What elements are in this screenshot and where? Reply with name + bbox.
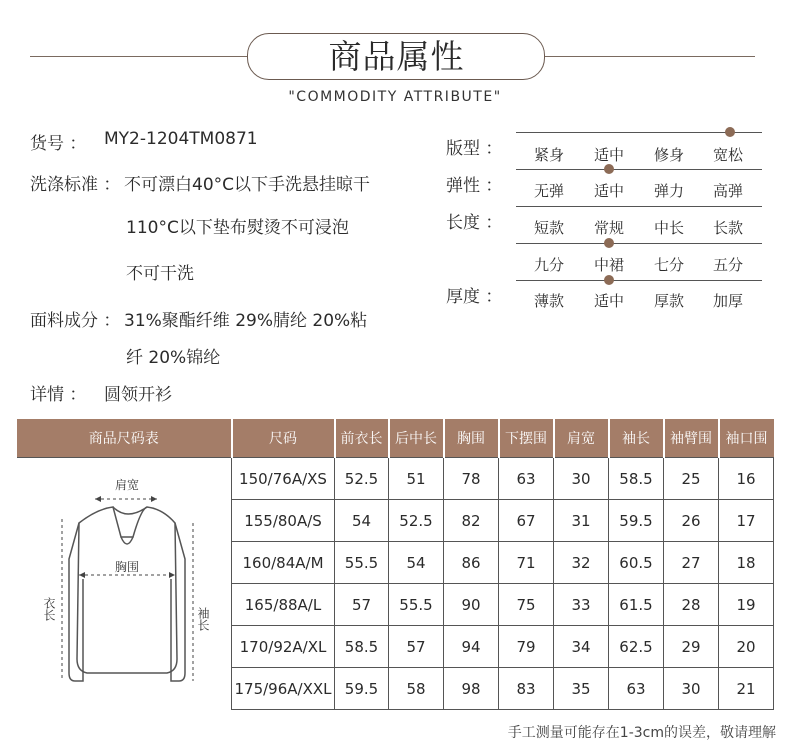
col-header-size: 尺码 <box>232 419 335 458</box>
length-option-6: 中裙 <box>593 256 624 274</box>
cell-chest: 78 <box>444 458 499 500</box>
page-subtitle: "COMMODITY ATTRIBUTE" <box>288 89 502 105</box>
cell-arm-width: 28 <box>664 584 719 626</box>
cell-sleeve-length: 62.5 <box>609 626 664 668</box>
elastic-scale-line <box>516 169 762 170</box>
cell-front-length: 55.5 <box>335 542 389 584</box>
fit-label: 版型 ： <box>446 139 503 159</box>
cell-size: 165/88A/L <box>232 584 335 626</box>
length-selected-dot <box>604 238 614 248</box>
cell-sleeve-length: 61.5 <box>609 584 664 626</box>
elastic-option-4: 高弹 <box>712 182 743 200</box>
col-header-cuff-width: 袖口围 <box>719 419 774 458</box>
col-header-front-length: 前衣长 <box>335 419 389 458</box>
cell-front-length: 59.5 <box>335 668 389 710</box>
cell-size: 150/76A/XS <box>232 458 335 500</box>
fit-option-2: 适中 <box>593 146 624 164</box>
length-option-8: 五分 <box>712 256 743 274</box>
detail-label: 详情 ： <box>30 385 87 405</box>
cell-hem: 75 <box>499 584 554 626</box>
cell-arm-width: 27 <box>664 542 719 584</box>
cell-arm-width: 30 <box>664 668 719 710</box>
cell-back-length: 58 <box>389 668 444 710</box>
thickness-scale-line <box>516 280 762 281</box>
cell-shoulder: 31 <box>554 500 609 542</box>
cell-front-length: 52.5 <box>335 458 389 500</box>
col-header-back-length: 后中长 <box>389 419 444 458</box>
fabric-line-1: 31%聚酯纤维 29%腈纶 20%粘 <box>124 311 368 331</box>
cell-front-length: 54 <box>335 500 389 542</box>
title-line-left <box>30 56 247 57</box>
cell-shoulder: 30 <box>554 458 609 500</box>
diagram-label-shoulder: 肩宽 <box>114 477 140 492</box>
detail-value: 圆领开衫 <box>104 385 172 405</box>
cell-cuff-width: 16 <box>719 458 774 500</box>
wash-line-3: 不可干洗 <box>126 264 194 284</box>
cell-front-length: 57 <box>335 584 389 626</box>
cell-sleeve-length: 63 <box>609 668 664 710</box>
garment-diagram-cell <box>17 458 232 710</box>
thickness-label: 厚度 ： <box>446 287 503 307</box>
cell-back-length: 54 <box>389 542 444 584</box>
length-option-3: 中长 <box>653 219 684 237</box>
wash-line-2: 110°C以下垫布熨烫不可浸泡 <box>126 218 349 238</box>
cell-hem: 63 <box>499 458 554 500</box>
cell-shoulder: 33 <box>554 584 609 626</box>
cell-shoulder: 34 <box>554 626 609 668</box>
elastic-option-1: 无弹 <box>533 182 564 200</box>
cell-hem: 79 <box>499 626 554 668</box>
thickness-option-2: 适中 <box>593 292 624 310</box>
page-title: 商品属性 <box>328 37 465 76</box>
size-table-title: 商品尺码表 <box>17 419 232 458</box>
thickness-option-1: 薄款 <box>533 292 564 310</box>
diagram-label-sleeve-length: 袖长 <box>196 606 210 631</box>
cell-cuff-width: 21 <box>719 668 774 710</box>
cell-arm-width: 26 <box>664 500 719 542</box>
item-no-value: MY2-1204TM0871 <box>104 129 258 149</box>
cell-cuff-width: 19 <box>719 584 774 626</box>
cell-chest: 86 <box>444 542 499 584</box>
cell-chest: 90 <box>444 584 499 626</box>
fit-option-4: 宽松 <box>712 146 743 164</box>
thickness-selected-dot <box>604 275 614 285</box>
cell-size: 175/96A/XXL <box>232 668 335 710</box>
length-option-1: 短款 <box>533 219 564 237</box>
length-option-2: 常规 <box>593 219 624 237</box>
cell-hem: 83 <box>499 668 554 710</box>
wash-line-1: 不可漂白40°C以下手洗悬挂晾干 <box>124 175 371 195</box>
cell-front-length: 58.5 <box>335 626 389 668</box>
sweater-diagram <box>17 459 231 705</box>
fit-option-3: 修身 <box>653 146 684 164</box>
elastic-option-3: 弹力 <box>653 182 684 200</box>
thickness-option-4: 加厚 <box>712 292 743 310</box>
measurement-note: 手工测量可能存在1-3cm的误差，敬请理解 <box>507 725 776 741</box>
cell-chest: 98 <box>444 668 499 710</box>
elastic-label: 弹性 ： <box>446 176 503 196</box>
diagram-label-body-length: 衣长 <box>42 596 56 621</box>
elastic-option-2: 适中 <box>593 182 624 200</box>
cell-chest: 82 <box>444 500 499 542</box>
cell-shoulder: 35 <box>554 668 609 710</box>
diagram-label-chest: 胸围 <box>114 559 140 574</box>
cell-back-length: 51 <box>389 458 444 500</box>
col-header-arm-width: 袖臂围 <box>664 419 719 458</box>
cell-sleeve-length: 60.5 <box>609 542 664 584</box>
length-scale-line-2 <box>516 243 762 244</box>
cell-shoulder: 32 <box>554 542 609 584</box>
cell-arm-width: 29 <box>664 626 719 668</box>
fit-option-1: 紧身 <box>533 146 564 164</box>
cell-size: 160/84A/M <box>232 542 335 584</box>
cell-back-length: 55.5 <box>389 584 444 626</box>
length-scale-line <box>516 206 762 207</box>
cell-hem: 67 <box>499 500 554 542</box>
cell-sleeve-length: 58.5 <box>609 458 664 500</box>
length-option-7: 七分 <box>653 256 684 274</box>
length-option-4: 长款 <box>712 219 743 237</box>
cell-sleeve-length: 59.5 <box>609 500 664 542</box>
cell-size: 170/92A/XL <box>232 626 335 668</box>
col-header-chest: 胸围 <box>444 419 499 458</box>
cell-back-length: 57 <box>389 626 444 668</box>
col-header-sleeve-length: 袖长 <box>609 419 664 458</box>
thickness-option-3: 厚款 <box>653 292 684 310</box>
length-label: 长度 ： <box>446 213 503 233</box>
size-table <box>17 419 774 710</box>
cell-size: 155/80A/S <box>232 500 335 542</box>
cell-cuff-width: 18 <box>719 542 774 584</box>
table-row <box>17 458 774 500</box>
col-header-shoulder: 肩宽 <box>554 419 609 458</box>
cell-cuff-width: 17 <box>719 500 774 542</box>
fit-selected-dot <box>725 127 735 137</box>
fabric-label: 面料成分 ： <box>30 311 121 331</box>
cell-chest: 94 <box>444 626 499 668</box>
cell-cuff-width: 20 <box>719 626 774 668</box>
cell-arm-width: 25 <box>664 458 719 500</box>
item-no-label: 货号 ： <box>30 134 87 154</box>
col-header-hem: 下摆围 <box>499 419 554 458</box>
length-option-5: 九分 <box>533 256 564 274</box>
cell-hem: 71 <box>499 542 554 584</box>
fabric-line-2: 纤 20%锦纶 <box>126 348 221 368</box>
cell-back-length: 52.5 <box>389 500 444 542</box>
wash-label: 洗涤标准 ： <box>30 175 121 195</box>
title-line-right <box>545 56 755 57</box>
elastic-selected-dot <box>604 164 614 174</box>
